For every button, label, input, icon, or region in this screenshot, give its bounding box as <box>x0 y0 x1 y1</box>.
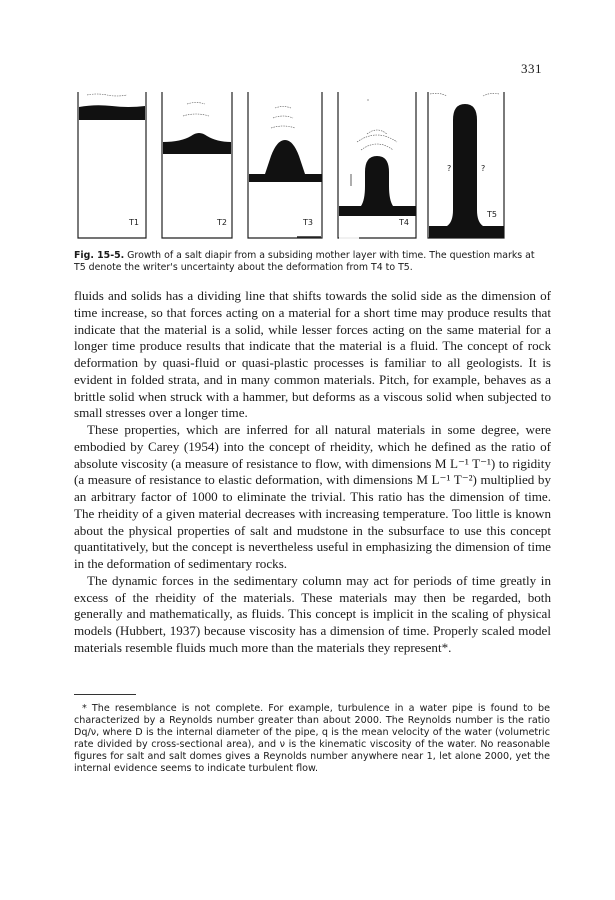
panel-label-t3: T3 <box>303 218 313 227</box>
figure-diapir-panels <box>75 90 505 250</box>
panel-t3 <box>247 90 323 241</box>
panel-label-t4: T4 <box>399 218 409 227</box>
question-mark-left: ? <box>447 164 452 173</box>
panel-t1 <box>77 90 147 241</box>
figure-caption <box>74 250 548 274</box>
panel-t4 <box>337 90 417 241</box>
page-number: 331 <box>521 61 542 76</box>
body-paragraph-3: The dynamic forces in the sedimentary column may act for periods of time greatly in excess of the rheidity of the materials. These materials may then be regarded, both generally and mathematically, as fluids. This concept is implicit in the scaling of physical models (Hubbert, 1937) because viscosity has a dimension of time. Properly scaled model materials resemble fluids much more than the materials they represent*. <box>74 572 551 655</box>
figure-caption-text: Growth of a salt diapir from a subsiding mother layer with time. The question marks at T5 denote the writer's uncertainty about the deformation from T4 to T5. <box>74 250 535 273</box>
footnote-divider <box>74 694 136 695</box>
panel-label-t5: T5 <box>487 210 497 219</box>
question-mark-right: ? <box>481 164 486 173</box>
footnote-text: * The resemblance is not complete. For example, turbulence in a water pipe is found to be characterized by a Reynolds number greater than about 2000. The Reynolds number is the ratio Dq/ν, where D is the internal diameter of the pipe, q is the mean velocity of the water (volumetric rate divided by cross-sectional area), and ν is the kinematic viscosity of the water. No reasonable figures for salt and salt domes gives a Reynolds number anywhere near 1, let alone 2000, yet the internal evidence seems to indicate turbulent flow. <box>74 703 550 775</box>
footnote <box>74 703 550 776</box>
body-paragraph-1: fluids and solids has a dividing line that shifts towards the solid side as the dimension of time increase, so that forces acting on a material for a short time may produce results that indicate that the material is a solid, while lesser forces acting on the same material for a longer time produce results that indicate that the material is a fluid. The concept of rock deformation by quasi-fluid or quasi-plastic processes is familiar to all geologists. It is evident in folded strata, and in many common materials. Pitch, for example, behaves as a brittle solid when struck with a hammer, but deforms as a viscous solid when subjected to small stresses over a longer time. <box>74 288 551 421</box>
panel-label-t1: T1 <box>129 218 139 227</box>
figure-caption-label: Fig. 15-5. <box>74 250 125 261</box>
body-paragraph-2: These properties, which are inferred for all natural materials in some degree, were embodied by Carey (1954) into the concept of rheidity, which he defined as the ratio of absolute viscosity (a measure of resistance to flow, with dimensions M L⁻¹ T⁻¹) to rigidity (a measure of resistance to elastic deformation, with dimensions M L⁻¹ T⁻²) multiplied by an arbitrary factor of 1000 to eliminate the trivial. This ratio has the dimension of time. The rheidity of a given material decreases with increasing temperature. Too little is known about the physical properties of salt and mudstone in the subsurface to use this concept quantitatively, but the concept is nevertheless useful in emphasizing the dimension of time in the deformation of sedimentary rocks. <box>74 422 551 571</box>
panel-t5 <box>427 90 505 241</box>
panel-t2 <box>161 90 233 241</box>
body-text <box>74 288 551 657</box>
panel-label-t2: T2 <box>217 218 227 227</box>
